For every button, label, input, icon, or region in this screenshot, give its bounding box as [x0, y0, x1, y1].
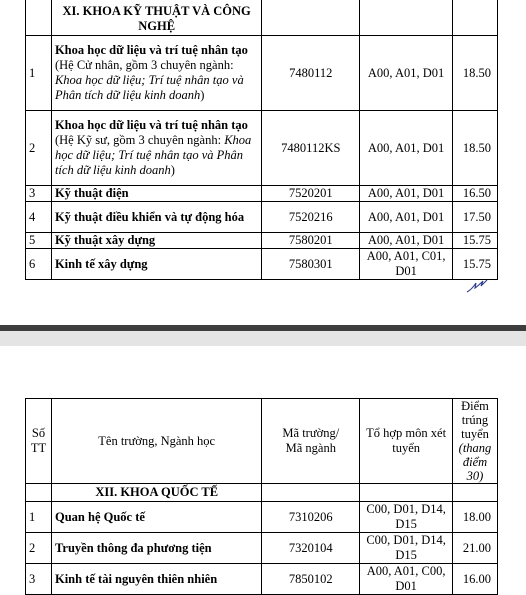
- major-code: 7580201: [262, 233, 360, 249]
- cutoff-score: 17.50: [453, 202, 498, 233]
- major-name: Kỹ thuật điện: [51, 186, 261, 202]
- major-name: Quan hệ Quốc tế: [51, 502, 261, 533]
- major-code: 7520201: [262, 186, 360, 202]
- page-shadow: [0, 325, 526, 331]
- section-title-row: [26, 0, 498, 36]
- subject-combo: A00, A01, C01, D01: [360, 249, 453, 280]
- cutoff-score: 18.50: [453, 36, 498, 111]
- row-number: 3: [26, 186, 52, 202]
- table-row: [26, 249, 498, 280]
- major-code: 7320104: [262, 533, 360, 564]
- subject-combo: A00, A01, D01: [360, 36, 453, 111]
- major-code: 7520216: [262, 202, 360, 233]
- row-number: 5: [26, 233, 52, 249]
- major-name: Kinh tế xây dựng: [51, 249, 261, 280]
- section-title: XII. KHOA QUỐC TẾ: [51, 484, 261, 502]
- major-name: Khoa học dữ liệu và trí tuệ nhân tạo (Hệ Cử nhân, gồm 3 chuyên ngành: Khoa học dữ liệu; Trí tuệ nhân tạo và Phân tích dữ liệu kinh doanh): [51, 36, 261, 111]
- cutoff-score: 15.75: [453, 249, 498, 280]
- major-code: 7480112KS: [262, 111, 360, 186]
- header-row: [26, 399, 498, 484]
- subject-combo: A00, A01, D01: [360, 233, 453, 249]
- row-number: 6: [26, 249, 52, 280]
- major-code: 7480112: [262, 36, 360, 111]
- table-row: [26, 233, 498, 249]
- subject-combo: A00, A01, C00, D01: [360, 564, 453, 595]
- header-major-name: Tên trường, Ngành học: [51, 399, 261, 484]
- major-name: Kỹ thuật xây dựng: [51, 233, 261, 249]
- subject-combo: C00, D01, D14, D15: [360, 533, 453, 564]
- major-name: Truyền thông đa phương tiện: [51, 533, 261, 564]
- row-number: 4: [26, 202, 52, 233]
- header-code: Mã trường/ Mã ngành: [262, 399, 360, 484]
- row-number: 3: [26, 564, 52, 595]
- table-row: [26, 533, 498, 564]
- major-code: 7580301: [262, 249, 360, 280]
- subject-combo: A00, A01, D01: [360, 186, 453, 202]
- cutoff-score: 21.00: [453, 533, 498, 564]
- table-row: [26, 36, 498, 111]
- cutoff-score: 18.00: [453, 502, 498, 533]
- table-row: [26, 502, 498, 533]
- major-name: Khoa học dữ liệu và trí tuệ nhân tạo (Hệ Kỹ sư, gồm 3 chuyên ngành: Khoa học dữ liệu; Trí tuệ nhân tạo và Phân tích dữ liệu kinh doanh): [51, 111, 261, 186]
- cutoff-score: 16.00: [453, 564, 498, 595]
- subject-combo: C00, D01, D14, D15: [360, 502, 453, 533]
- header-number: Số TT: [26, 399, 52, 484]
- table-row: [26, 111, 498, 186]
- admission-table-section-xii: [25, 398, 498, 595]
- page-gap: [0, 325, 526, 346]
- header-score: Điểm trúng tuyển (thang điểm 30): [453, 399, 498, 484]
- section-title-row: [26, 484, 498, 502]
- section-title: XI. KHOA KỸ THUẬT VÀ CÔNG NGHỆ: [51, 0, 261, 36]
- cutoff-score: 18.50: [453, 111, 498, 186]
- table-row: [26, 564, 498, 595]
- major-code: 7850102: [262, 564, 360, 595]
- table-row: [26, 186, 498, 202]
- subject-combo: A00, A01, D01: [360, 111, 453, 186]
- cutoff-score: 16.50: [453, 186, 498, 202]
- handwritten-initials: [466, 278, 488, 294]
- row-number: 1: [26, 36, 52, 111]
- row-number: 2: [26, 111, 52, 186]
- major-code: 7310206: [262, 502, 360, 533]
- row-number: 1: [26, 502, 52, 533]
- cutoff-score: 15.75: [453, 233, 498, 249]
- major-name: Kỹ thuật điều khiển và tự động hóa: [51, 202, 261, 233]
- row-number: 2: [26, 533, 52, 564]
- admission-table-section-xi: [25, 0, 498, 280]
- major-name: Kinh tế tài nguyên thiên nhiên: [51, 564, 261, 595]
- subject-combo: A00, A01, D01: [360, 202, 453, 233]
- table-row: [26, 202, 498, 233]
- header-combo: Tổ hợp môn xét tuyển: [360, 399, 453, 484]
